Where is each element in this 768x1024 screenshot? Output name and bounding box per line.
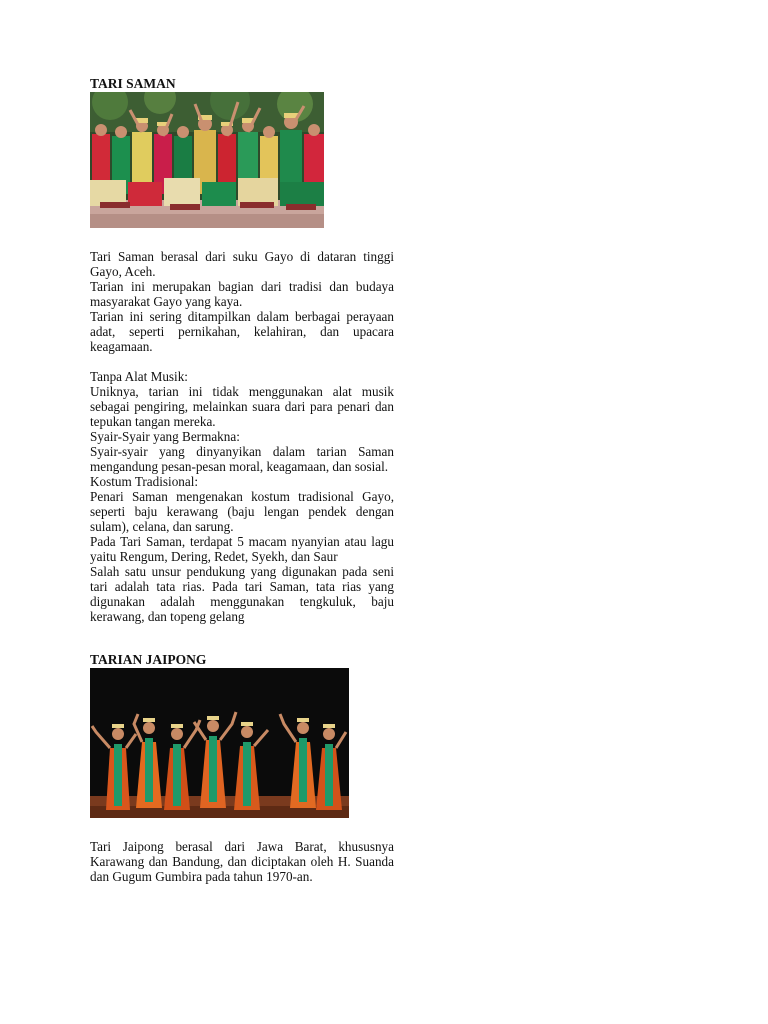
saman-paragraph: Tarian ini sering ditampilkan dalam berbagai perayaan adat, seperti pernikahan, kelahiran, dan upacara keagamaan. (90, 309, 394, 354)
document-page (90, 76, 394, 884)
saman-detail-text: Uniknya, tarian ini tidak menggunakan alat musik sebagai pengiring, melainkan suara dari para penari dan tepukan tangan mereka. (90, 384, 394, 429)
saman-detail-heading: Kostum Tradisional: (90, 474, 199, 489)
jaipong-paragraph: Tari Jaipong berasal dari Jawa Barat, khususnya Karawang dan Bandung, dan diciptakan oleh H. Suanda dan Gugum Gumbira pada tahun 1970-an. (90, 839, 394, 884)
saman-detail-text: Salah satu unsur pendukung yang digunakan pada seni tari adalah tata rias. Pada tari Saman, tata rias yang digunakan adalah menggunakan tengkuluk, baju kerawang, dan topeng gelang (90, 564, 394, 624)
section-title-jaipong: TARIAN JAIPONG (90, 652, 207, 667)
saman-detail-heading: Tanpa Alat Musik: (90, 369, 188, 384)
saman-paragraph: Tarian ini merupakan bagian dari tradisi dan budaya masyarakat Gayo yang kaya. (90, 279, 394, 309)
saman-paragraph: Tari Saman berasal dari suku Gayo di dataran tinggi Gayo, Aceh. (90, 249, 394, 279)
saman-detail-text: Penari Saman mengenakan kostum tradisional Gayo, seperti baju kerawang (baju lengan pendek dengan sulam), celana, dan sarung. (90, 489, 394, 534)
saman-detail-heading: Syair-Syair yang Bermakna: (90, 429, 240, 444)
saman-detail-text: Syair-syair yang dinyanyikan dalam tarian Saman mengandung pesan-pesan moral, keagamaan, dan sosial. (90, 444, 394, 474)
section-title-saman: TARI SAMAN (90, 76, 176, 91)
saman-detail-text: Pada Tari Saman, terdapat 5 macam nyanyian atau lagu yaitu Rengum, Dering, Redet, Syekh, dan Saur (90, 534, 394, 564)
jaipong-dance-photo (90, 668, 349, 818)
saman-dance-photo (90, 92, 324, 228)
